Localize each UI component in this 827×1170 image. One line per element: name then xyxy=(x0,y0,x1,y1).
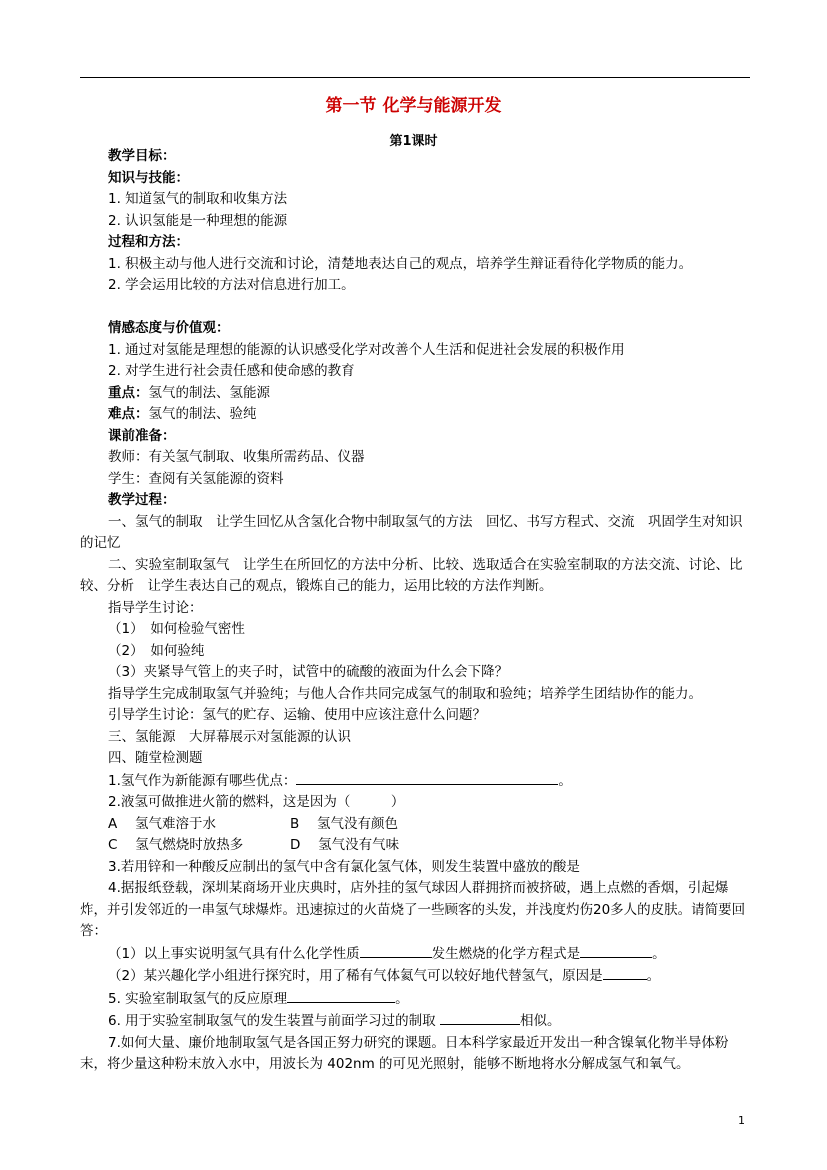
question-text: 6. 用于实验室制取氢气的发生装置与前面学习过的制取 xyxy=(108,1013,440,1029)
question-1 xyxy=(80,770,752,793)
option-c: C 氢气燃烧时放热多 xyxy=(108,837,244,853)
question-text: 发生燃烧的化学方程式是 xyxy=(431,945,581,962)
list-item: 1. 知道氢气的制取和收集方法 xyxy=(108,191,288,207)
paragraph: 引导学生讨论：氢气的贮存、运输、使用中应该注意什么问题？ xyxy=(108,707,486,723)
difficult-text: 氢气的制法、验纯 xyxy=(148,406,257,422)
lesson-subtitle: 第1课时 xyxy=(389,134,438,149)
list-item: 2. 学会运用比较的方法对信息进行加工。 xyxy=(108,277,355,293)
list-item: 1. 通过对氢能是理想的能源的认识感受化学对改善个人生活和促进社会发展的积极作用 xyxy=(108,341,625,358)
question-6 xyxy=(80,1010,752,1033)
list-item: 2. 认识氢能是一种理想的能源 xyxy=(108,212,288,229)
question-4-1 xyxy=(80,943,752,966)
answer-blank[interactable] xyxy=(360,943,432,958)
option-d: D 氢气没有气味 xyxy=(290,837,400,853)
process-main-heading: 教学过程： xyxy=(108,492,176,508)
answer-blank[interactable] xyxy=(603,965,647,980)
paragraph: 四、随堂检测题 xyxy=(108,750,203,766)
answer-blank[interactable] xyxy=(440,1010,520,1025)
question-4-2 xyxy=(80,965,752,988)
question-end: 相似。 xyxy=(519,1013,561,1029)
page-number: 1 xyxy=(738,1114,745,1127)
difficult-label: 难点： xyxy=(108,406,149,422)
knowledge-heading: 知识与技能： xyxy=(108,169,189,186)
prep-student: 学生：查阅有关氢能源的资料 xyxy=(108,470,284,487)
option-a: A 氢气难溶于水 xyxy=(108,815,217,832)
objectives-heading: 教学目标： xyxy=(108,148,176,164)
question-3: 3.若用锌和一种酸反应制出的氢气中含有氯化氢气体，则发生装置中盛放的酸是 xyxy=(108,858,580,875)
prep-teacher: 教师：有关氢气制取、收集所需药品、仪器 xyxy=(108,449,365,465)
paragraph: 指导学生讨论： xyxy=(108,599,203,616)
prep-heading: 课前准备： xyxy=(108,427,176,444)
key-points xyxy=(80,383,752,405)
question-2: 2.液氢可做推进火箭的燃料，这是因为（ ） xyxy=(108,794,405,810)
answer-blank[interactable] xyxy=(287,988,395,1003)
question-text: 1.氢气作为新能源有哪些优点： xyxy=(108,772,297,789)
question-4: 4.据报纸登载，深圳某商场开业庆典时，店外挂的氢气球因人群拥挤而被挤破，遇上点燃的香烟，引起爆炸，并引发邻近的一串氢气球爆炸。迅速掠过的火苗烧了一些顾客的头发，并浅度灼伤20多人的皮肤。请简要回答： xyxy=(80,880,746,939)
question-5 xyxy=(80,988,752,1011)
question-end: 。 xyxy=(558,772,572,789)
paragraph: 指导学生完成制取氢气并验纯；与他人合作共同完成氢气的制取和验纯；培养学生团结协作的能力。 xyxy=(108,685,702,702)
paragraph: 三、氢能源 大屏幕展示对氢能源的认识 xyxy=(108,728,351,745)
difficult-points xyxy=(80,404,752,426)
emotion-heading: 情感态度与价值观： xyxy=(108,320,230,336)
paragraph: 一、氢气的制取 让学生回忆从含氢化合物中制取氢气的方法 回忆、书写方程式、交流 巩固学生对知识的记忆 xyxy=(80,513,743,551)
question-text: 5. 实验室制取氢气的反应原理 xyxy=(108,990,288,1007)
question-7: 7.如何大量、廉价地制取氢气是各国正努力研究的课题。日本科学家最近开发出一种含镍氧化物半导体粉末，将少量这种粉末放入水中，用波长为 402nm 的可见光照射，能够不断地将水分解成氢气和氧气。 xyxy=(80,1034,729,1072)
question-end: 。 xyxy=(652,945,666,962)
paragraph: （3）夹紧导气管上的夹子时，试管中的硫酸的液面为什么会下降？ xyxy=(108,664,509,680)
question-text: （2）某兴趣化学小组进行探究时，用了稀有气体氦气可以较好地代替氢气，原因是 xyxy=(108,968,603,984)
question-end: 。 xyxy=(395,990,409,1007)
question-2-options xyxy=(80,814,752,836)
paragraph: （2） 如何验纯 xyxy=(108,642,205,659)
process-heading: 过程和方法： xyxy=(108,234,189,250)
answer-blank[interactable] xyxy=(296,770,558,785)
question-2-options xyxy=(80,835,752,857)
question-end: 。 xyxy=(646,968,661,984)
answer-blank[interactable] xyxy=(580,943,652,958)
key-label: 重点： xyxy=(108,384,149,401)
list-item: 1. 积极主动与他人进行交流和讨论，清楚地表达自己的观点，培养学生辩证看待化学物质的能力。 xyxy=(108,255,693,272)
paragraph: （1） 如何检验气密性 xyxy=(108,621,245,637)
question-text: （1）以上事实说明氢气具有什么化学性质 xyxy=(108,945,360,962)
paragraph: 二、实验室制取氢气 让学生在所回忆的方法中分析、比较、选取适合在实验室制取的方法交流、讨论、比较、分析 让学生表达自己的观点，锻炼自己的能力，运用比较的方法作判断。 xyxy=(80,556,743,594)
option-b: B 氢气没有颜色 xyxy=(290,815,399,832)
page-title: 第一节 化学与能源开发 xyxy=(325,96,502,116)
list-item: 2. 对学生进行社会责任感和使命感的教育 xyxy=(108,363,355,379)
key-text: 氢气的制法、氢能源 xyxy=(148,384,270,401)
document-body xyxy=(80,146,752,1076)
header-rule xyxy=(80,77,750,78)
